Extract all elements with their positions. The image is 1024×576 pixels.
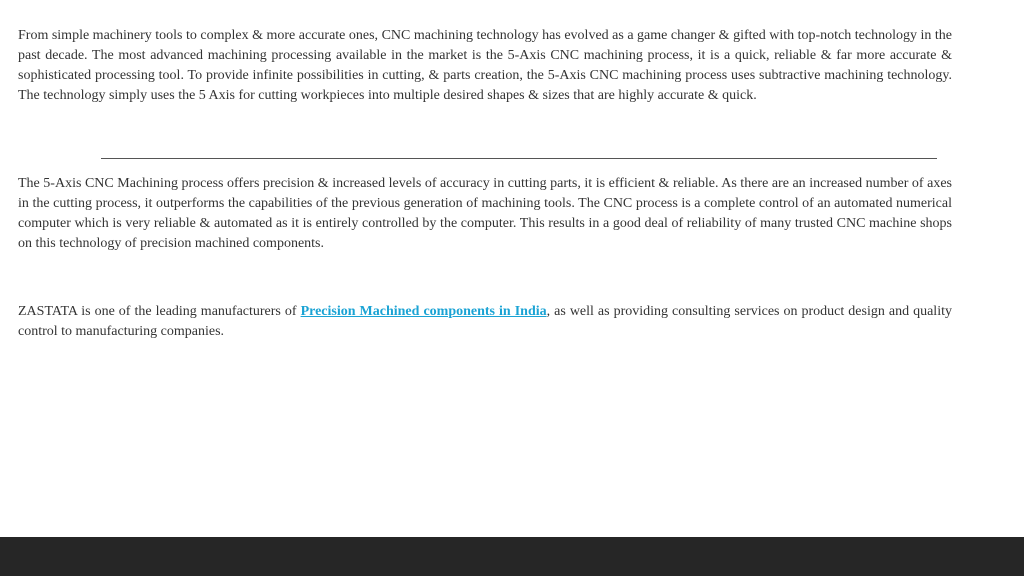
paragraph-zastata-lead: ZASTATA is one of the leading manufacturers of <box>18 304 301 319</box>
paragraph-zastata <box>18 302 952 342</box>
paragraph-five-axis: The 5-Axis CNC Machining process offers precision & increased levels of accuracy in cutting parts, it is efficient & reliable. As there are an increased number of axes in the cutting process, it outperforms the capabilities of the previous generation of machining tools. The CNC process is a complete control of an automated numerical computer which is very reliable & automated as it is entirely controlled by the computer. This results in a good deal of reliability of many trusted CNC machine shops on this technology of precision machined components. <box>18 176 952 251</box>
paragraph-intro: From simple machinery tools to complex & more accurate ones, CNC machining technology has evolved as a game changer & gifted with top-notch technology in the past decade. The most advanced machining processing available in the market is the 5-Axis CNC machining process, it is a quick, reliable & far more accurate & sophisticated processing tool. To provide infinite possibilities in cutting, & parts creation, the 5-Axis CNC machining process uses subtractive machining technology. The technology simply uses the 5 Axis for cutting workpieces into multiple desired shapes & sizes that are highly accurate & quick. <box>18 28 952 103</box>
precision-machined-components-link[interactable]: Precision Machined components in India <box>300 304 547 319</box>
horizontal-divider <box>101 158 937 159</box>
document-body <box>18 26 952 106</box>
footer-bar <box>0 537 1024 576</box>
paragraph-zastata-tail: , as well as providing consulting services on product design and quality control to manufacturing companies. <box>18 304 952 339</box>
